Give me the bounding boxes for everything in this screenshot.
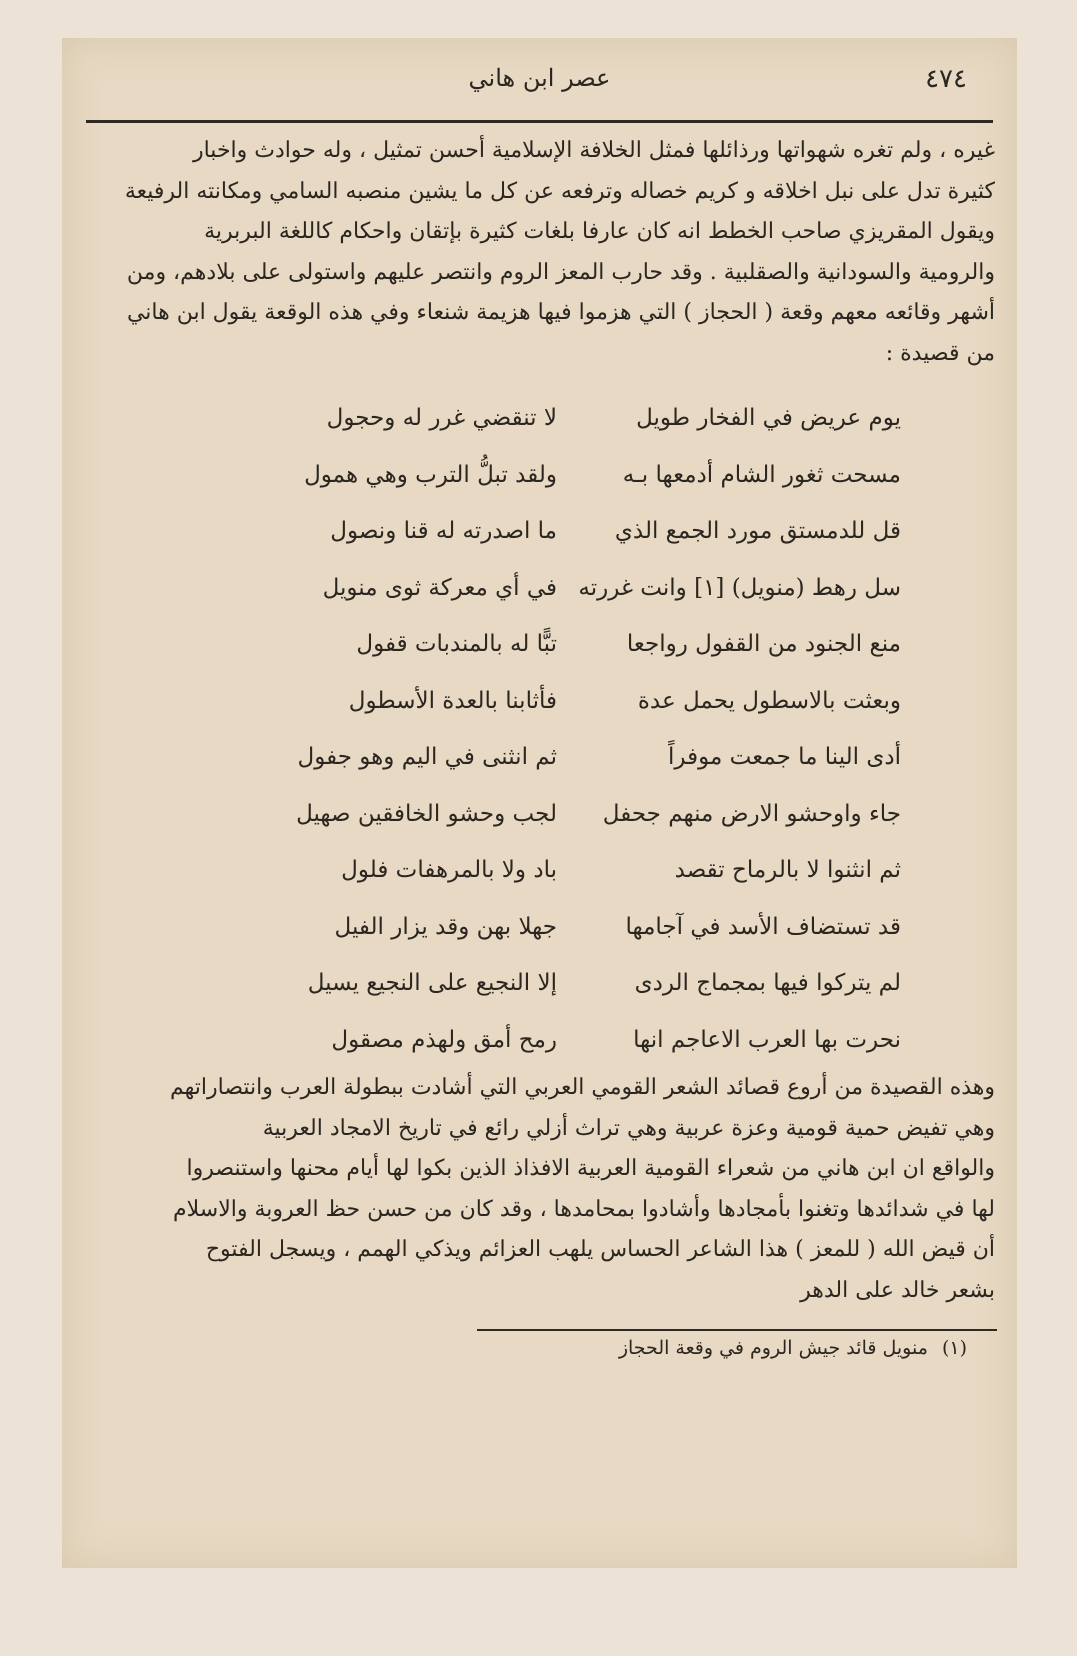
book-page (62, 38, 1017, 1568)
first-hemistich: جاء واوحشو الارض منهم جحفل (602, 800, 901, 827)
closing-paragraph (82, 1068, 997, 1311)
verse (82, 560, 997, 617)
footnote-marker: (١) (941, 1337, 967, 1359)
text-line: وهذه القصيدة من أروع قصائد الشعر القومي العربي التي أشادت ببطولة العرب وانتصاراتهم (169, 1075, 995, 1100)
verse (82, 1012, 997, 1069)
verse (82, 503, 997, 560)
first-hemistich: سل رهط (منويل) [١] وانت غررته (578, 574, 901, 601)
first-hemistich: لم يتركوا فيها بمجماج الردى (634, 970, 901, 997)
second-hemistich: تبًّا له بالمندبات قفول (356, 631, 557, 658)
text-line: أشهر وقائعه معهم وقعة ( الحجاز ) التي هزموا فيها هزيمة شنعاء وفي هذه الوقعة يقول ابن هاني (126, 300, 995, 325)
footnote-rule (477, 1329, 997, 1331)
text-line: بشعر خالد على الدهر (800, 1277, 995, 1303)
text-line: والواقع ان ابن هاني من شعراء القومية العربية الافذاذ الذين بكوا لها أيام محنها واستنصروا (186, 1156, 995, 1181)
first-hemistich: يوم عريض في الفخار طويل (636, 405, 901, 432)
second-hemistich: إلا النجيع على النجيع يسيل (307, 970, 557, 997)
poem (82, 390, 997, 1068)
first-hemistich: نحرت بها العرب الاعاجم انها (633, 1026, 901, 1053)
intro-paragraph (82, 131, 997, 374)
second-hemistich: رمح أمق ولهذم مصقول (331, 1026, 557, 1053)
first-hemistich: مسحت ثغور الشام أدمعها بـه (622, 461, 901, 488)
page-number: ٤٧٤ (925, 64, 967, 94)
second-hemistich: في أي معركة ثوى منويل (322, 574, 557, 601)
text-line: ويقول المقريزي صاحب الخطط انه كان عارفا بلغات كثيرة بإتقان واحكام كاللغة البربرية (204, 219, 995, 244)
first-hemistich: وبعثت بالاسطول يحمل عدة (637, 687, 901, 714)
footnote-text: منويل قائد جيش الروم في وقعة الحجاز (618, 1337, 928, 1359)
footnote (82, 1337, 997, 1359)
first-hemistich: قد تستضاف الأسد في آجامها (625, 913, 901, 940)
second-hemistich: جهلا بهن وقد يزار الفيل (334, 913, 557, 940)
verse (82, 729, 997, 786)
verse (82, 899, 997, 956)
text-line: والرومية والسودانية والصقلبية . وقد حارب المعز الروم وانتصر عليهم واستولى على بلادهم، ومن (126, 259, 995, 285)
second-hemistich: ما اصدرته له قنا ونصول (330, 518, 557, 545)
verse (82, 390, 997, 447)
verse (82, 447, 997, 504)
running-title: عصر ابن هاني (468, 64, 611, 92)
text-line: وهي تفيض حمية قومية وعزة عربية وهي تراث أزلي رائع في تاريخ الامجاد العربية (262, 1115, 995, 1141)
second-hemistich: باد ولا بالمرهفات فلول (341, 857, 557, 884)
verse (82, 842, 997, 899)
first-hemistich: ثم انثنوا لا بالرماح تقصد (674, 857, 901, 884)
verse (82, 955, 997, 1012)
verse (82, 673, 997, 730)
page-header (82, 60, 997, 104)
text-line: أن قيض الله ( للمعز ) هذا الشاعر الحساس يلهب العزائم ويذكي الهمم ، ويسجل الفتوح (205, 1237, 995, 1262)
text-line: غيره ، ولم تغره شهواتها ورذائلها فمثل الخلافة الإسلامية أحسن تمثيل ، وله حوادث واخبار (192, 138, 995, 163)
verse (82, 786, 997, 843)
first-hemistich: منع الجنود من القفول رواجعا (626, 631, 901, 658)
second-hemistich: لا تنقضي غرر له وحجول (326, 405, 557, 432)
first-hemistich: قل للدمستق مورد الجمع الذي (614, 518, 901, 545)
second-hemistich: ثم انثنى في اليم وهو جفول (297, 744, 557, 771)
second-hemistich: فأثابنا بالعدة الأسطول (348, 687, 557, 714)
verse (82, 616, 997, 673)
text-line: من قصيدة : (885, 340, 995, 366)
first-hemistich: أدى الينا ما جمعت موفراً (668, 744, 901, 771)
second-hemistich: ولقد تبلُّ الترب وهي همول (304, 461, 557, 488)
header-rule (86, 120, 993, 123)
text-line: لها في شدائدها وتغنوا بأمجادها وأشادوا بمحامدها ، وقد كان من حسن حظ العروبة والاسلام (173, 1196, 995, 1222)
text-line: كثيرة تدل على نبل اخلاقه و كريم خصاله وترفعه عن كل ما يشين منصبه السامي ومكانته الرفيعة (124, 178, 995, 204)
page-content (82, 60, 997, 1548)
second-hemistich: لجب وحشو الخافقين صهيل (296, 800, 557, 827)
